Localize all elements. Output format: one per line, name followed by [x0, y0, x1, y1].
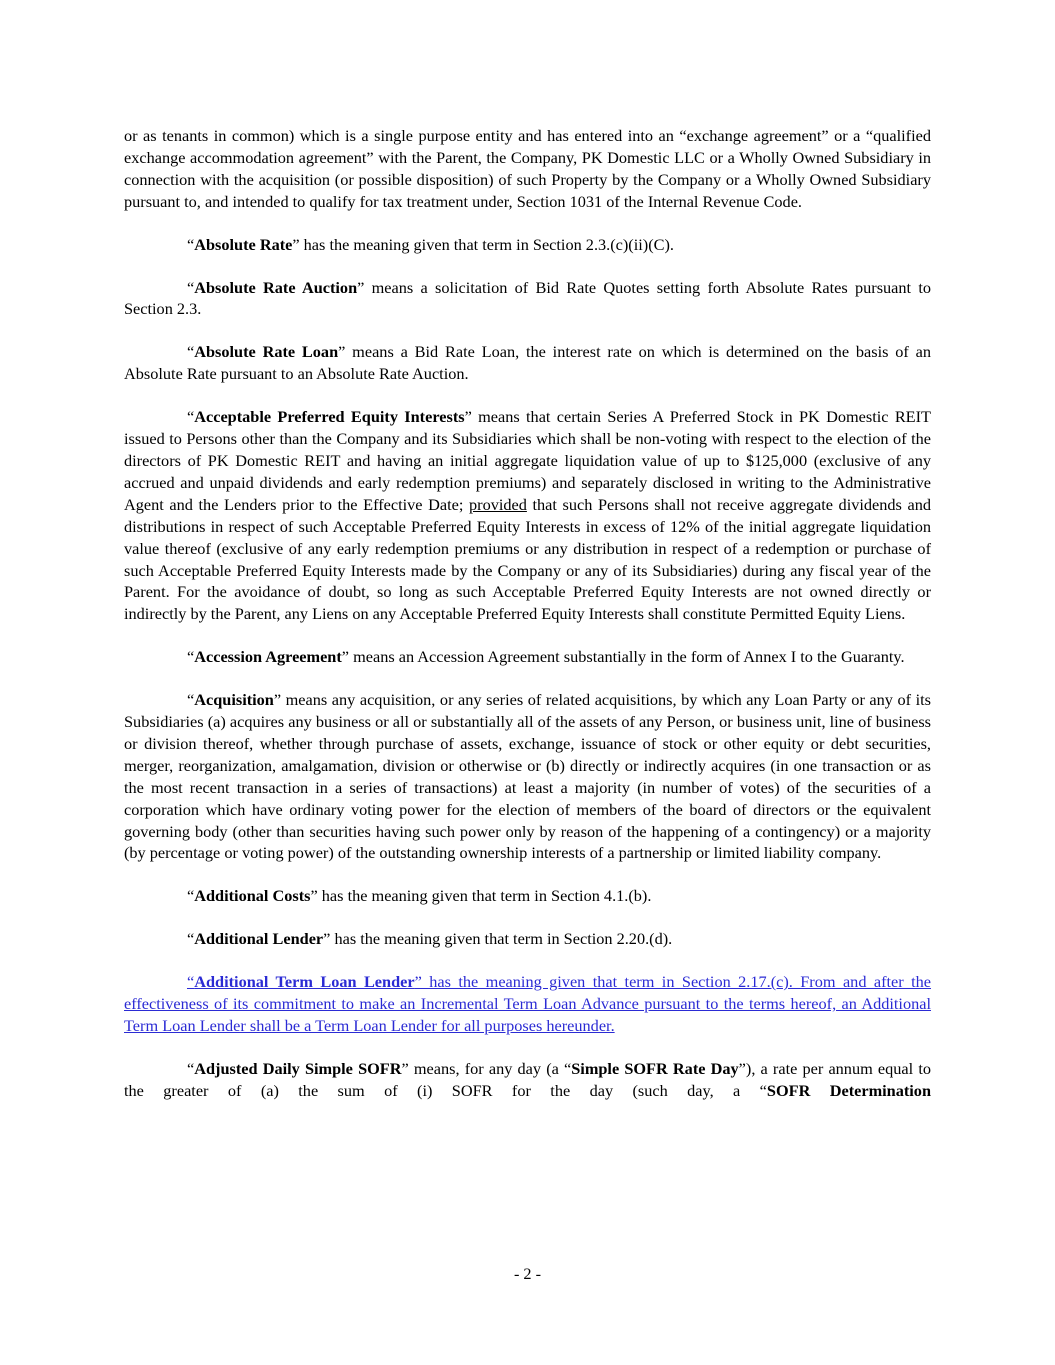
- definition-text: ” has the meaning given that term in Section 2.17.(c). From and after the effectiveness of its commitment to make an Incremental Term Loan Advance pursuant to the terms hereof, an Additional Term Loan Lender shall be a Term Loan Lender for all purposes hereunder.: [124, 972, 931, 1035]
- defined-term: Adjusted Daily Simple SOFR: [194, 1058, 402, 1078]
- open-quote: “: [187, 1058, 195, 1078]
- defined-term: Absolute Rate: [194, 234, 293, 254]
- defined-term: Additional Term Loan Lender: [194, 972, 415, 992]
- definition-additional-lender: [124, 928, 931, 950]
- defined-term: Absolute Rate Auction: [194, 277, 358, 297]
- definition-text-continued: ”), a rate per annum equal to the greater of (a) the sum of (i) SOFR for the day (such day, a “: [124, 1058, 931, 1100]
- defined-term: Additional Lender: [194, 929, 324, 949]
- definition-adjusted-daily-simple-sofr: [124, 1058, 931, 1102]
- open-quote: “: [187, 972, 195, 992]
- definition-text-continued: that such Persons shall not receive aggregate dividends and distributions in respect of such Acceptable Preferred Equity Interests in excess of 12% of the initial aggregate liquidation value thereof (exclusive of any early redemption premiums or any distribution in respect of a redemption or purchase of such Acceptable Preferred Equity Interests made by the Company or any of its Subsidiaries) during any fiscal year of the Parent. For the avoidance of doubt, so long as such Acceptable Preferred Equity Interests are not owned directly or indirectly by the Parent, any Liens on any Acceptable Preferred Equity Interests shall constitute Permitted Equity Liens.: [124, 494, 931, 624]
- open-quote: “: [187, 342, 195, 362]
- defined-term: Additional Costs: [194, 886, 311, 906]
- definition-text: ” means a solicitation of Bid Rate Quotes setting forth Absolute Rates pursuant to Section 2.3.: [124, 277, 932, 319]
- defined-term-sofr-determination: SOFR Determination: [766, 1080, 932, 1100]
- open-quote: “: [187, 886, 195, 906]
- definition-absolute-rate: [124, 234, 931, 256]
- defined-term-simple-sofr-rate-day: Simple SOFR Rate Day: [571, 1058, 739, 1078]
- open-quote: “: [187, 647, 195, 667]
- open-quote: “: [187, 929, 195, 949]
- defined-term: Absolute Rate Loan: [194, 342, 339, 362]
- definition-additional-costs: [124, 885, 931, 907]
- definition-absolute-rate-loan: [124, 341, 931, 385]
- definition-text: ” means a Bid Rate Loan, the interest rate on which is determined on the basis of an Absolute Rate pursuant to an Absolute Rate Auction.: [124, 342, 931, 384]
- definition-text: ” has the meaning given that term in Section 2.20.(d).: [323, 929, 673, 949]
- definition-text: ” means any acquisition, or any series of related acquisitions, by which any Loan Party or any of its Subsidiaries (a) acquires any business or all or substantially all of the assets of any Person, or business unit, line of business or division thereof, whether through purchase of assets, exchange, issuance of stock or other equity or debt securities, merger, reorganization, amalgamation, division or otherwise or (b) directly or indirectly acquires (in one transaction or as the most recent transaction in a series of transactions) at least a majority (in number of votes) of the securities of a corporation which have ordinary voting power for the election of members of the board of directors or the equivalent governing body (other than securities having such power only by reason of the happening of a contingency) or a majority (by percentage or voting power) of the outstanding ownership interests of a partnership or limited liability company.: [124, 690, 931, 863]
- defined-term: Acceptable Preferred Equity Interests: [194, 407, 465, 427]
- page-number: - 2 -: [513, 1264, 542, 1283]
- open-quote: “: [187, 407, 195, 427]
- definition-text: ” has the meaning given that term in Section 2.3.(c)(ii)(C).: [292, 234, 674, 254]
- definitions-body: [124, 125, 931, 1102]
- open-quote: “: [187, 234, 195, 254]
- definition-text: ” means, for any day (a “: [401, 1058, 572, 1078]
- continuation-paragraph: or as tenants in common) which is a single purpose entity and has entered into an “exchange agreement” or a “qualified exchange accommodation agreement” with the Parent, the Company, PK Domestic LLC or a Wholly Owned Subsidiary in connection with the acquisition (or possible disposition) of such Property by the Company or a Wholly Owned Subsidiary pursuant to, and intended to qualify for tax treatment under, Section 1031 of the Internal Revenue Code.: [124, 126, 931, 211]
- definition-accession-agreement: [124, 646, 931, 668]
- definition-text: ” means that certain Series A Preferred Stock in PK Domestic REIT issued to Persons other than the Company and its Subsidiaries which shall be non-voting with respect to the election of the directors of PK Domestic REIT and having an initial aggregate liquidation value of up to $125,000 (exclusive of any accrued and unpaid dividends and early redemption premiums) and separately disclosed in writing to the Administrative Agent and the Lenders prior to the Effective Date;: [124, 407, 931, 514]
- defined-term: Accession Agreement: [194, 647, 342, 667]
- open-quote: “: [187, 690, 195, 710]
- defined-term: Acquisition: [194, 690, 274, 710]
- definition-text: ” has the meaning given that term in Section 4.1.(b).: [310, 886, 652, 906]
- definition-acquisition: [124, 689, 931, 864]
- definition-additional-term-loan-lender-inserted: [124, 971, 931, 1037]
- definition-absolute-rate-auction: [124, 277, 931, 321]
- provided-keyword: provided: [469, 494, 527, 514]
- definition-text: ” means an Accession Agreement substantially in the form of Annex I to the Guaranty.: [341, 647, 905, 667]
- definition-acceptable-preferred-equity-interests: [124, 406, 931, 625]
- open-quote: “: [187, 277, 195, 297]
